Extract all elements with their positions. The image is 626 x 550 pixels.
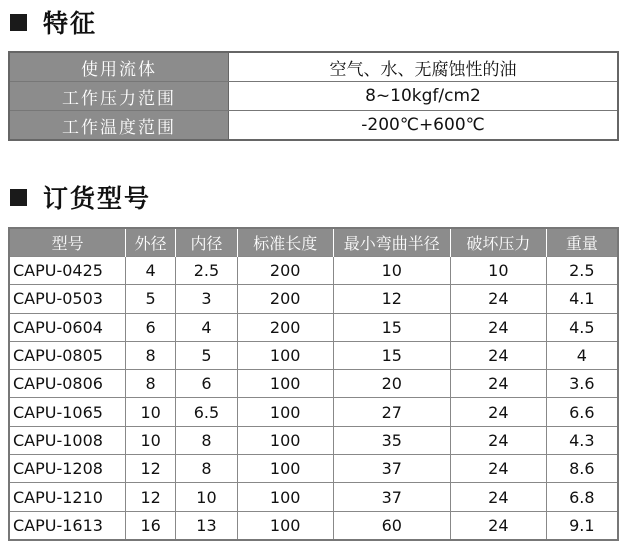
features-section-title [10, 4, 97, 40]
table-cell: 4.3 [546, 426, 618, 454]
table-cell: 6 [176, 370, 238, 398]
column-header: 最小弯曲半径 [333, 228, 451, 257]
table-cell: 100 [237, 370, 333, 398]
table-cell: 8 [126, 370, 176, 398]
feature-row [9, 111, 618, 141]
model-cell: CAPU-1008 [9, 426, 126, 454]
table-cell: 24 [451, 426, 547, 454]
table-cell: 24 [451, 398, 547, 426]
table-row [9, 257, 618, 285]
table-cell: 4.5 [546, 313, 618, 341]
table-cell: 24 [451, 341, 547, 369]
table-cell: 10 [176, 483, 238, 511]
table-cell: 5 [126, 285, 176, 313]
table-cell: 100 [237, 511, 333, 540]
feature-label: 使用流体 [9, 52, 229, 82]
table-cell: 37 [333, 455, 451, 483]
table-cell: 4 [126, 257, 176, 285]
table-cell: 100 [237, 483, 333, 511]
table-cell: 24 [451, 285, 547, 313]
model-cell: CAPU-0805 [9, 341, 126, 369]
table-cell: 5 [176, 341, 238, 369]
column-header: 标准长度 [237, 228, 333, 257]
table-row [9, 455, 618, 483]
column-header: 型号 [9, 228, 126, 257]
table-row [9, 370, 618, 398]
table-cell: 10 [126, 398, 176, 426]
table-row [9, 341, 618, 369]
feature-label: 工作压力范围 [9, 82, 229, 111]
square-bullet-icon [10, 14, 27, 31]
table-cell: 8 [126, 341, 176, 369]
table-row [9, 483, 618, 511]
table-cell: 35 [333, 426, 451, 454]
table-row [9, 285, 618, 313]
feature-row [9, 52, 618, 82]
column-header: 外径 [126, 228, 176, 257]
model-cell: CAPU-1208 [9, 455, 126, 483]
model-cell: CAPU-0604 [9, 313, 126, 341]
table-cell: 6.8 [546, 483, 618, 511]
table-cell: 10 [126, 426, 176, 454]
features-title-text: 特征 [43, 9, 98, 38]
features-table [8, 51, 619, 141]
feature-row [9, 82, 618, 111]
table-cell: 10 [451, 257, 547, 285]
table-cell: 24 [451, 511, 547, 540]
table-cell: 4 [176, 313, 238, 341]
table-cell: 8 [176, 455, 238, 483]
column-header: 破坏压力 [451, 228, 547, 257]
table-cell: 100 [237, 398, 333, 426]
table-cell: 24 [451, 483, 547, 511]
table-cell: 8 [176, 426, 238, 454]
table-row [9, 426, 618, 454]
table-row [9, 398, 618, 426]
table-cell: 2.5 [176, 257, 238, 285]
order-section-title [10, 179, 151, 215]
table-cell: 100 [237, 426, 333, 454]
table-cell: 100 [237, 455, 333, 483]
table-cell: 200 [237, 285, 333, 313]
column-header: 内径 [176, 228, 238, 257]
table-cell: 9.1 [546, 511, 618, 540]
column-header: 重量 [546, 228, 618, 257]
table-cell: 13 [176, 511, 238, 540]
table-cell: 20 [333, 370, 451, 398]
table-cell: 16 [126, 511, 176, 540]
table-cell: 24 [451, 370, 547, 398]
table-cell: 27 [333, 398, 451, 426]
model-cell: CAPU-0503 [9, 285, 126, 313]
table-row [9, 511, 618, 540]
feature-value: 8~10kgf/cm2 [229, 82, 619, 111]
order-title-text: 订货型号 [43, 184, 152, 213]
table-cell: 60 [333, 511, 451, 540]
feature-value: 空气、水、无腐蚀性的油 [229, 52, 619, 82]
table-cell: 3.6 [546, 370, 618, 398]
table-cell: 12 [126, 455, 176, 483]
table-cell: 6 [126, 313, 176, 341]
table-cell: 15 [333, 341, 451, 369]
table-cell: 12 [333, 285, 451, 313]
table-cell: 200 [237, 257, 333, 285]
table-cell: 8.6 [546, 455, 618, 483]
order-models-table [8, 227, 619, 541]
feature-value: -200℃+600℃ [361, 115, 485, 135]
table-cell: 3 [176, 285, 238, 313]
table-cell: 2.5 [546, 257, 618, 285]
table-cell: 4 [546, 341, 618, 369]
table-row [9, 313, 618, 341]
square-bullet-icon [10, 189, 27, 206]
model-cell: CAPU-0806 [9, 370, 126, 398]
table-cell: 15 [333, 313, 451, 341]
table-cell: 6.6 [546, 398, 618, 426]
table-cell: 37 [333, 483, 451, 511]
feature-label: 工作温度范围 [9, 111, 229, 141]
table-cell: 10 [333, 257, 451, 285]
model-cell: CAPU-1210 [9, 483, 126, 511]
table-cell: 4.1 [546, 285, 618, 313]
table-cell: 24 [451, 313, 547, 341]
model-cell: CAPU-1613 [9, 511, 126, 540]
model-cell: CAPU-0425 [9, 257, 126, 285]
table-cell: 6.5 [176, 398, 238, 426]
table-cell: 200 [237, 313, 333, 341]
model-cell: CAPU-1065 [9, 398, 126, 426]
table-cell: 24 [451, 455, 547, 483]
table-cell: 12 [126, 483, 176, 511]
table-cell: 100 [237, 341, 333, 369]
